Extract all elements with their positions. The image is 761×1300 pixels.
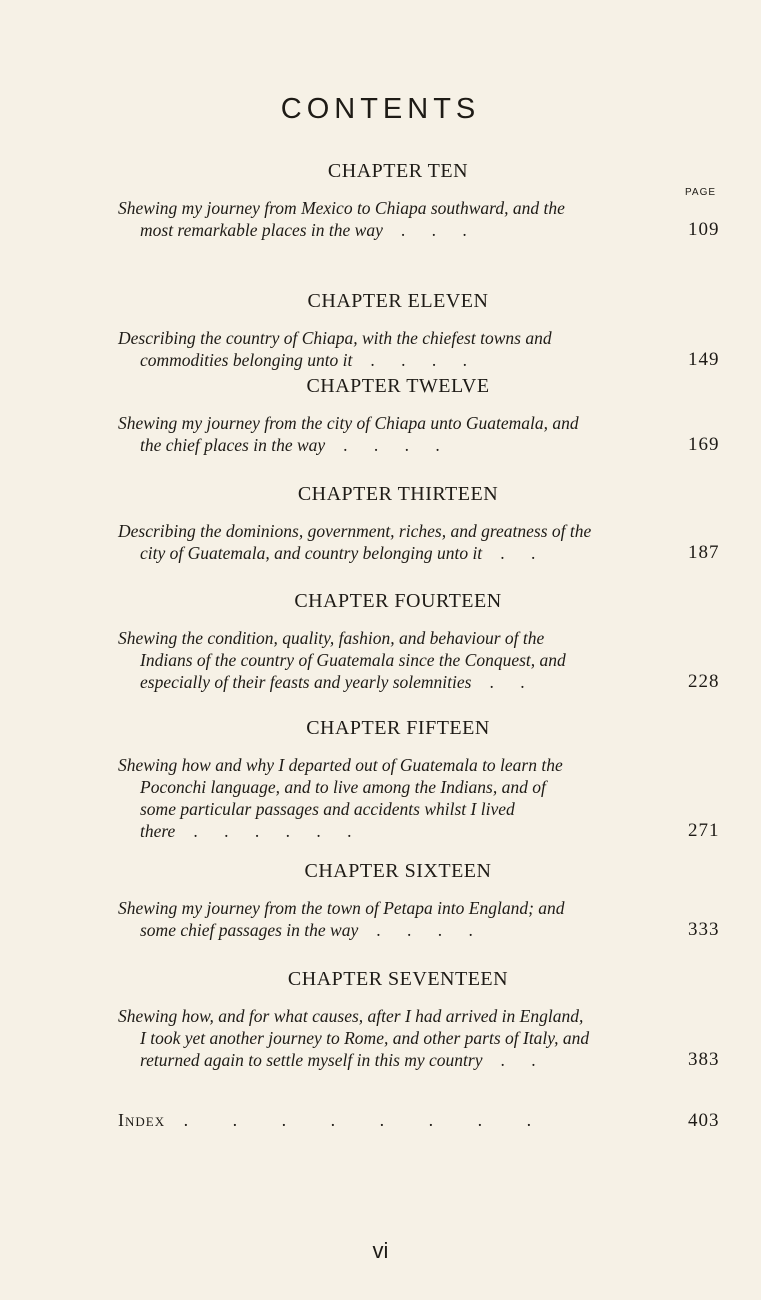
page-column-label: PAGE — [685, 187, 717, 198]
description-text: Shewing how and why I departed out of Guatemala to learn the — [118, 755, 563, 775]
page-number: 187 — [688, 542, 720, 563]
page-number: 271 — [688, 820, 720, 841]
description-line — [118, 520, 678, 542]
chapter-heading: CHAPTER TEN — [327, 160, 469, 182]
chapter-heading: CHAPTER ELEVEN — [307, 290, 489, 312]
chapter-entry — [118, 860, 738, 941]
description-text: some chief passages in the way — [140, 920, 359, 940]
chapter-description — [118, 412, 720, 456]
chapter-description — [118, 897, 720, 941]
description-line — [118, 627, 678, 649]
description-line — [118, 197, 678, 219]
page-number: 383 — [688, 1049, 720, 1070]
description-line — [118, 434, 678, 456]
leader-dots: . . . . — [370, 350, 468, 370]
page-number: 149 — [688, 349, 720, 370]
description-text: commodities belonging unto it — [140, 350, 353, 370]
description-line — [118, 671, 678, 693]
description-text: Indians of the country of Guatemala since the Conquest, and — [140, 650, 566, 670]
page-number: 169 — [688, 434, 720, 455]
description-line — [118, 412, 678, 434]
chapter-heading: CHAPTER FIFTEEN — [306, 717, 490, 739]
chapter-heading: CHAPTER TWELVE — [306, 375, 490, 397]
index-leader-dots: . . . . . . . . — [183, 1110, 532, 1130]
chapter-description — [118, 754, 720, 842]
description-line — [118, 349, 678, 371]
description-line — [118, 1027, 678, 1049]
description-text: Poconchi language, and to live among the Indians, and of — [140, 777, 546, 797]
index-label: Index — [118, 1110, 166, 1130]
description-line — [118, 1005, 678, 1027]
page-number: 109 — [688, 219, 720, 240]
description-text: especially of their feasts and yearly solemnities — [140, 672, 472, 692]
description-line — [118, 919, 678, 941]
chapter-heading: CHAPTER SEVENTEEN — [287, 968, 509, 990]
description-text: I took yet another journey to Rome, and other parts of Italy, and — [140, 1028, 590, 1048]
page-number: 333 — [688, 919, 720, 940]
chapter-description — [118, 627, 720, 693]
chapter-entry — [118, 290, 738, 371]
description-line — [118, 649, 678, 671]
description-line — [118, 327, 678, 349]
description-line — [118, 820, 678, 842]
page-title: CONTENTS — [280, 93, 481, 125]
description-text: Shewing my journey from Mexico to Chiapa southward, and the — [118, 198, 565, 218]
chapter-heading: CHAPTER THIRTEEN — [297, 483, 499, 505]
description-line — [118, 754, 678, 776]
leader-dots: . . . — [400, 220, 467, 240]
description-text: Shewing how, and for what causes, after I had arrived in England, — [118, 1006, 584, 1026]
description-text: returned again to settle myself in this my country — [140, 1050, 483, 1070]
description-text: most remarkable places in the way — [140, 220, 383, 240]
chapter-description — [118, 520, 720, 564]
description-line — [118, 219, 678, 241]
chapter-entry — [118, 968, 738, 1071]
description-text: some particular passages and accidents whilst I lived — [140, 799, 515, 819]
page-number: 228 — [688, 671, 720, 692]
chapter-description — [118, 1005, 720, 1071]
chapter-entry — [118, 717, 738, 842]
chapter-entry — [118, 483, 738, 564]
leader-dots: . . — [500, 1050, 536, 1070]
description-line — [118, 776, 678, 798]
description-line — [118, 798, 678, 820]
description-text: Describing the dominions, government, riches, and greatness of the — [118, 521, 592, 541]
description-text: Shewing my journey from the city of Chiapa unto Guatemala, and — [118, 413, 579, 433]
chapter-description — [118, 327, 720, 371]
page-folio: vi — [372, 1238, 389, 1263]
description-line — [118, 1049, 678, 1071]
leader-dots: . . . . . . — [193, 821, 352, 841]
leader-dots: . . — [489, 672, 525, 692]
description-text: Shewing the condition, quality, fashion, and behaviour of the — [118, 628, 545, 648]
leader-dots: . . . . — [343, 435, 440, 455]
index-entry — [118, 1110, 738, 1131]
description-text: Describing the country of Chiapa, with the chiefest towns and — [118, 328, 552, 348]
chapter-description — [118, 197, 720, 241]
chapter-entry — [118, 375, 738, 456]
description-text: city of Guatemala, and country belonging unto it — [140, 543, 483, 563]
chapter-entry — [118, 160, 738, 241]
chapter-heading: CHAPTER FOURTEEN — [294, 590, 502, 612]
description-text: there — [140, 821, 176, 841]
description-text: Shewing my journey from the town of Petapa into England; and — [118, 898, 565, 918]
leader-dots: . . . . — [376, 920, 473, 940]
chapter-entry — [118, 590, 738, 693]
description-text: the chief places in the way — [140, 435, 326, 455]
chapter-heading: CHAPTER SIXTEEN — [304, 860, 492, 882]
leader-dots: . . — [500, 543, 536, 563]
description-line — [118, 542, 678, 564]
index-page-number: 403 — [688, 1110, 720, 1131]
description-line — [118, 897, 678, 919]
